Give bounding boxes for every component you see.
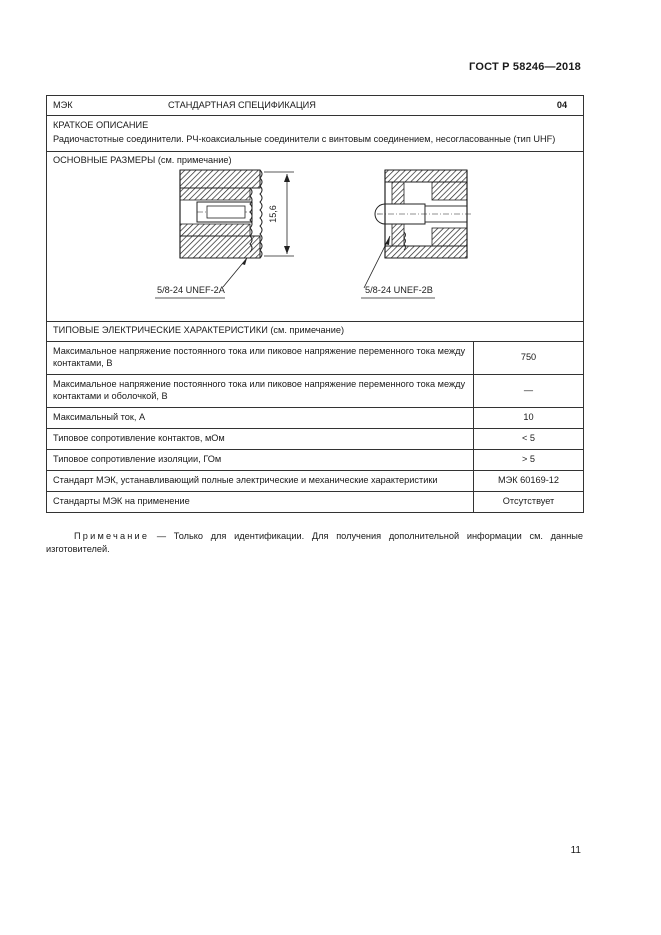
table-row <box>47 428 584 449</box>
page-number: 11 <box>570 845 581 856</box>
row-value: 10 <box>474 407 584 428</box>
row-label: Типовое сопротивление изоляции, ГОм <box>47 449 474 470</box>
row-label: Максимальное напряжение постоянного тока или пиковое напряжение переменного тока между контактами, В <box>47 341 474 374</box>
brief-text: Радиочастотные соединители. РЧ-коаксиальные соединители с винтовым соединением, несогласованные (тип UHF) <box>53 133 556 144</box>
org-label: МЭК <box>53 99 73 110</box>
row-value: > 5 <box>474 449 584 470</box>
char-title: ТИПОВЫЕ ЭЛЕКТРИЧЕСКИЕ ХАРАКТЕРИСТИКИ (см. примечание) <box>47 321 584 341</box>
dimensions-row <box>47 151 584 321</box>
table-row <box>47 407 584 428</box>
table-row <box>47 449 584 470</box>
row-label: Стандарты МЭК на применение <box>47 491 474 512</box>
brief-title: КРАТКОЕ ОПИСАНИЕ <box>53 120 149 130</box>
plug-connector-drawing <box>155 170 294 298</box>
note-prefix: Примечание <box>74 531 150 541</box>
row-value: Отсутствует <box>474 491 584 512</box>
table-row <box>47 341 584 374</box>
row-label: Типовое сопротивление контактов, мОм <box>47 428 474 449</box>
spec-header-row <box>47 96 584 116</box>
row-value: МЭК 60169-12 <box>474 470 584 491</box>
row-label: Максимальное напряжение постоянного тока или пиковое напряжение переменного тока между контактами и оболочкой, В <box>47 374 474 407</box>
connector-drawing <box>47 166 584 316</box>
note-paragraph <box>46 530 583 557</box>
row-value: — <box>474 374 584 407</box>
table-row <box>47 374 584 407</box>
row-value: < 5 <box>474 428 584 449</box>
brief-description-row <box>47 116 584 152</box>
spec-title: СТАНДАРТНАЯ СПЕЦИФИКАЦИЯ <box>168 99 316 110</box>
row-label: Стандарт МЭК, устанавливающий полные электрические и механические характеристики <box>47 470 474 491</box>
thread-b-label: 5/8-24 UNEF-2B <box>365 284 433 295</box>
row-value: 750 <box>474 341 584 374</box>
table-row <box>47 470 584 491</box>
note-text: — Только для идентификации. Для получения дополнительной информации см. данные изготовителей. <box>46 531 583 555</box>
dims-title: ОСНОВНЫЕ РАЗМЕРЫ (см. примечание) <box>53 154 232 165</box>
row-label: Максимальный ток, А <box>47 407 474 428</box>
thread-a-label: 5/8-24 UNEF-2A <box>157 284 225 295</box>
table-row <box>47 491 584 512</box>
spec-number: 04 <box>556 99 568 110</box>
dimension-label: 15,6 <box>268 205 278 223</box>
jack-connector-drawing <box>361 170 472 298</box>
characteristics-header-row <box>47 321 584 341</box>
document-id: ГОСТ Р 58246—2018 <box>469 61 581 73</box>
spec-table <box>46 95 584 513</box>
